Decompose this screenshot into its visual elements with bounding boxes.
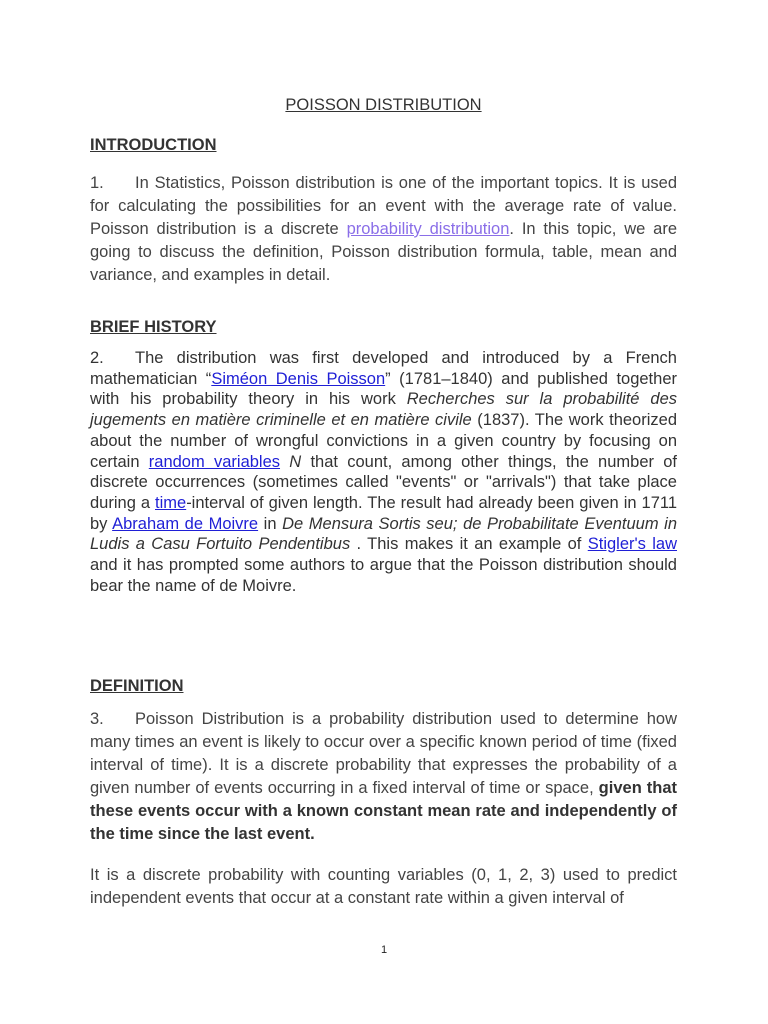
heading-definition: DEFINITION (90, 677, 184, 695)
history-italic-n: N (280, 452, 302, 471)
definition-text-a: Poisson Distribution is a probability distribution used to determine how many times an event is likely to occur over a specific known period of time (fixed interval of time). It is a discrete probability that expresses the probability of a given number of events occurring in a fixed interval of time or space, (90, 710, 677, 797)
paragraph-introduction (90, 172, 677, 287)
heading-brief-history: BRIEF HISTORY (90, 318, 217, 336)
history-text-e: -interval of given length. The result had already been given in 1711 by (90, 493, 677, 533)
paragraph-brief-history (90, 348, 677, 596)
paragraph-definition-2: It is a discrete probability with counting variables (0, 1, 2, 3) used to predict independent events that occur at a constant rate within a given interval of (90, 866, 677, 907)
heading-introduction: INTRODUCTION (90, 136, 217, 154)
history-text-b: ” (1781–1840) and published together with his probability theory in his work (90, 369, 677, 409)
definition-bold-text: given that these events occur with a known constant mean rate and independently of the time since the last event. (90, 779, 677, 843)
history-text-h: and it has prompted some authors to argue that the Poisson distribution should bear the name of de Moivre. (90, 556, 677, 595)
history-text-a: The distribution was first developed and introduced by a French mathematician “ (90, 349, 677, 388)
intro-text-b: . In this topic, we are going to discuss the definition, Poisson distribution formula, table, mean and variance, and examples in detail. (90, 220, 677, 284)
link-abraham-de-moivre[interactable]: Abraham de Moivre (112, 514, 259, 533)
paragraph-number: 2. (90, 349, 104, 367)
paragraph-number: 3. (90, 710, 104, 728)
history-text-c: (1837). The work theorized about the number of wrongful convictions in a given country by focusing on certain (90, 411, 677, 471)
document-title: POISSON DISTRIBUTION (285, 96, 482, 114)
paragraph-number: 1. (90, 174, 104, 192)
history-text-g: . This makes it an example of (350, 535, 588, 554)
link-time[interactable]: time (155, 493, 187, 512)
history-italic-mensura: De Mensura Sortis seu; de Probabilitate Eventuum in Ludis a Casu Fortuito Pendentibus (90, 514, 678, 554)
link-random-variables[interactable]: random variables (148, 452, 281, 471)
link-simeon-denis-poisson[interactable]: Siméon Denis Poisson (211, 369, 386, 388)
intro-text-a: In Statistics, Poisson distribution is one of the important topics. It is used for calculating the possibilities for an event with the average rate of value. Poisson distribution is a discrete (90, 174, 677, 238)
page-number: 1 (380, 944, 388, 956)
history-text-f: in (258, 514, 283, 533)
paragraph-definition (90, 708, 677, 846)
history-text-d: that count, among other things, the number of discrete occurrences (sometimes called "events" or "arrivals") that take place during a (90, 452, 677, 512)
link-stiglers-law[interactable]: Stigler's law (587, 535, 678, 554)
link-probability-distribution[interactable]: probability distribution (346, 220, 510, 238)
history-italic-work: Recherches sur la probabilité des jugements en matière criminelle et en matière civile (90, 390, 677, 430)
